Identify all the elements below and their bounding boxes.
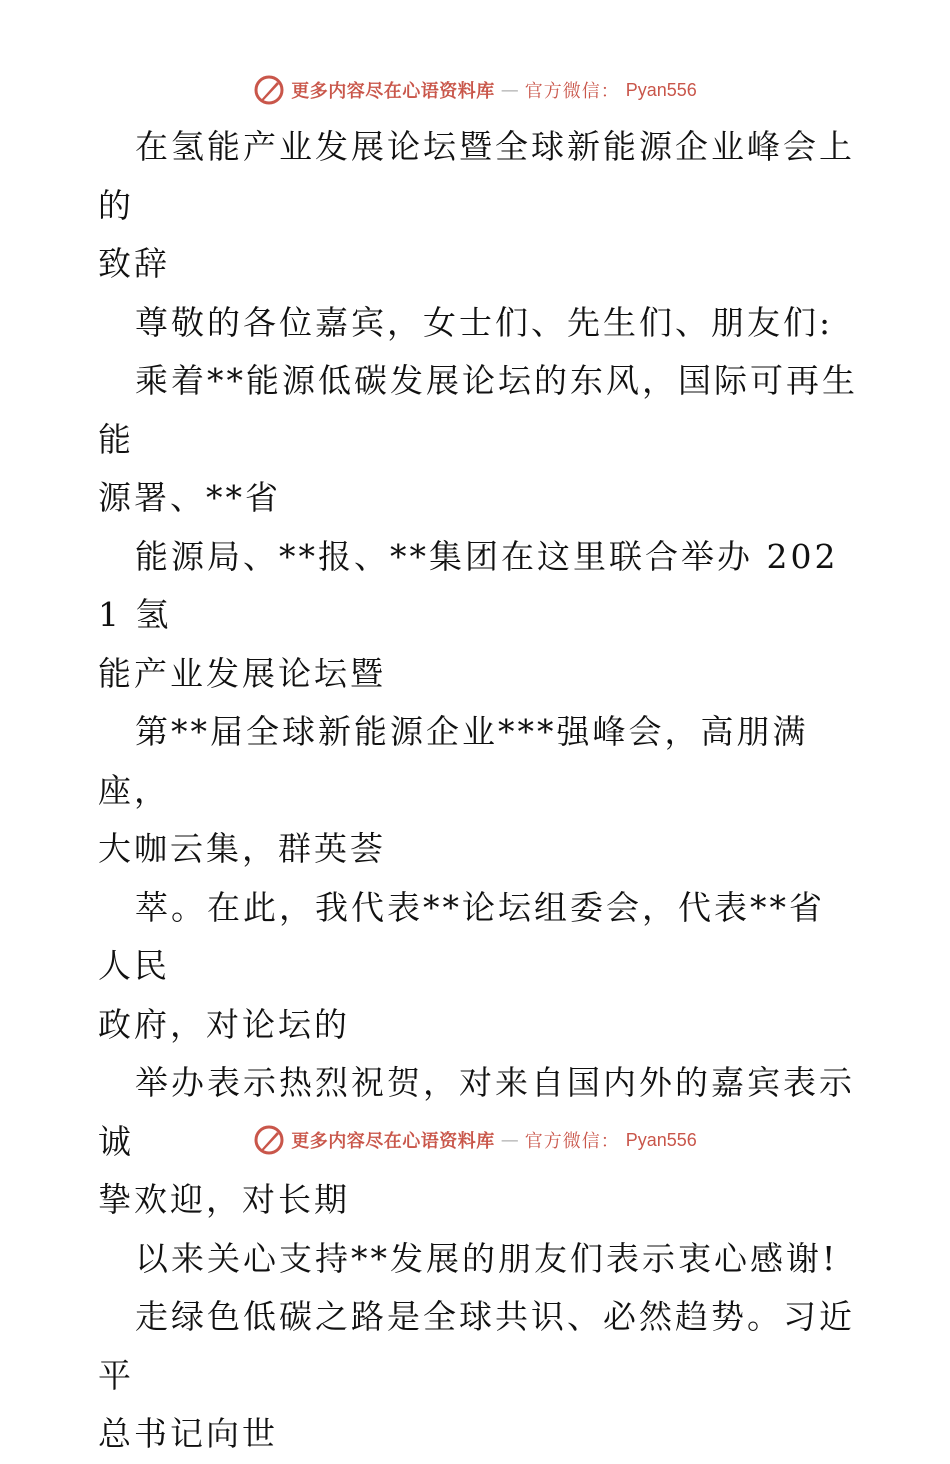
watermark-dash: — (500, 79, 519, 101)
watermark-dash: — (500, 1129, 519, 1151)
watermark-wechat-label: 官方微信： (524, 1131, 620, 1152)
paragraph-line: 政府，对论坛的 (98, 1004, 350, 1044)
paragraph (98, 1230, 858, 1289)
watermark-text: 更多内容尽在心语资料库 (291, 81, 495, 102)
paragraph-line: 总书记向世 (98, 1414, 278, 1453)
footer-watermark (0, 1120, 950, 1160)
paragraph (98, 118, 858, 294)
paragraph (98, 879, 858, 1055)
document-body (98, 118, 858, 1464)
quill-seal-icon (253, 1124, 285, 1156)
paragraph (98, 703, 858, 879)
paragraph-line: 大咖云集，群英荟 (98, 829, 386, 868)
paragraph (98, 528, 858, 704)
quill-seal-icon (253, 74, 285, 106)
paragraph-line: 能产业发展论坛暨 (98, 653, 386, 693)
paragraph-line: 走绿色低碳之路是全球共识、必然趋势。习近平 (98, 1297, 855, 1395)
paragraph-line: 第**届全球新能源企业***强峰会，高朋满座， (98, 712, 809, 810)
paragraph-line: 挚欢迎，对长期 (98, 1180, 350, 1219)
paragraph (98, 294, 858, 353)
watermark-wechat-id: Pyan556 (625, 79, 697, 100)
paragraph-line: 能源局、**报、**集团在这里联合举办 2021 氢 (98, 536, 839, 634)
watermark-text: 更多内容尽在心语资料库 (291, 1131, 495, 1152)
paragraph-line: 源署、**省 (98, 478, 281, 517)
header-watermark (0, 70, 950, 110)
watermark-wechat-label: 官方微信： (524, 81, 620, 102)
paragraph-line: 举办表示热烈祝贺，对来自国内外的嘉宾表示诚 (98, 1063, 855, 1161)
paragraph-line: 乘着**能源低碳发展论坛的东风，国际可再生能 (98, 361, 858, 459)
paragraph-line: 在氢能产业发展论坛暨全球新能源企业峰会上的 (98, 127, 855, 225)
watermark-wechat-id: Pyan556 (625, 1129, 697, 1150)
paragraph-line: 萃。在此，我代表**论坛组委会，代表**省人民 (98, 887, 825, 985)
paragraph-line: 以来关心支持**发展的朋友们表示衷心感谢! (135, 1238, 839, 1278)
paragraph-line: 致辞 (98, 244, 170, 283)
paragraph-line: 尊敬的各位嘉宾，女士们、先生们、朋友们: (135, 302, 834, 342)
paragraph (98, 352, 858, 528)
paragraph (98, 1288, 858, 1464)
